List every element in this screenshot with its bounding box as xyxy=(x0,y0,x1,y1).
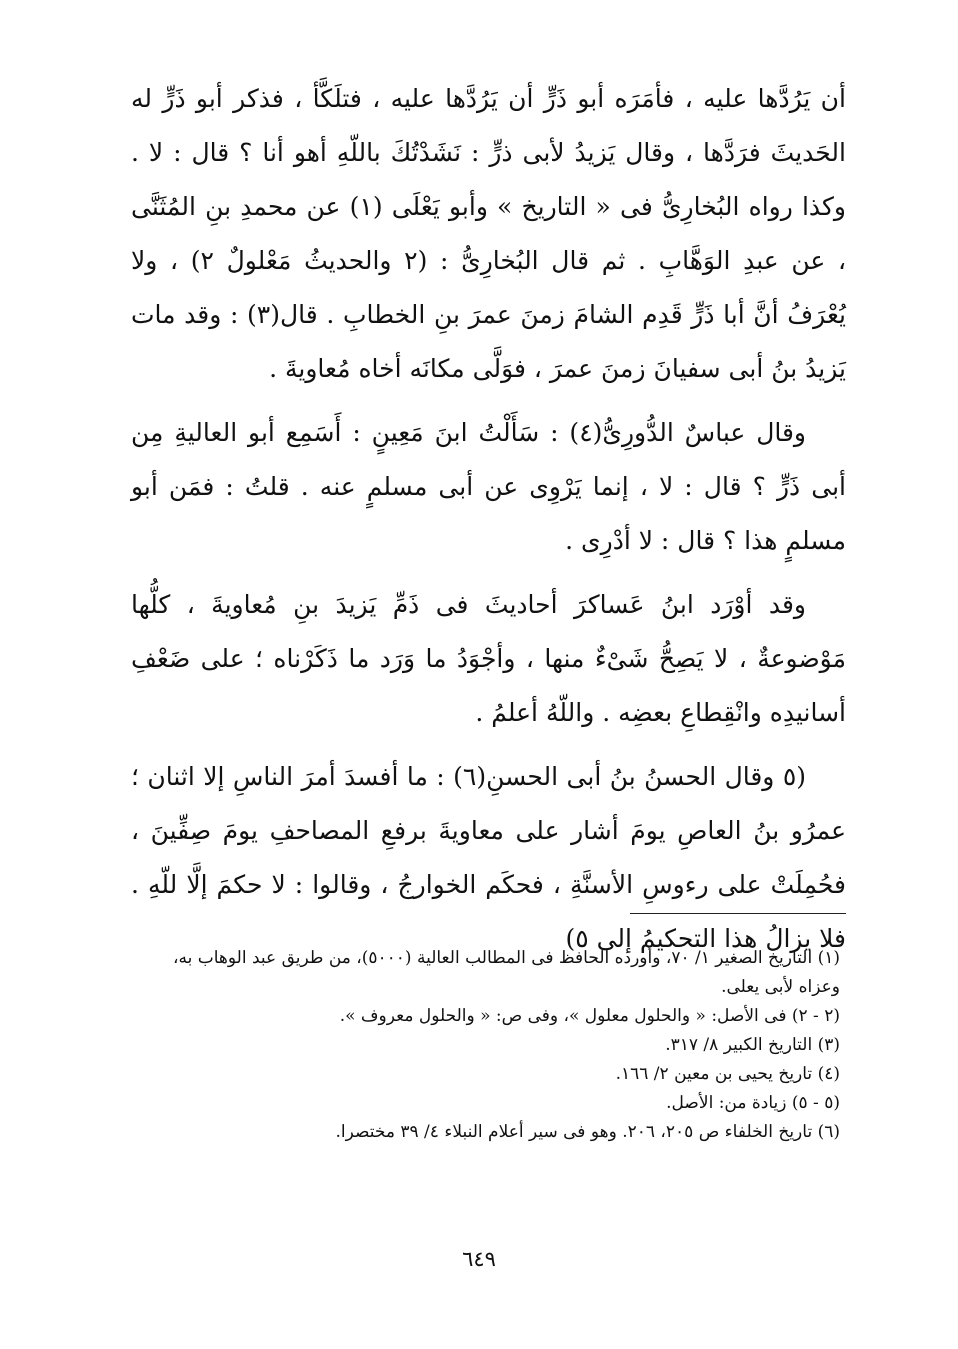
footnote-6: (٦) تاريخ الخلفاء ص ٢٠٥، ٢٠٦. وهو فى سير أعلام النبلاء ٤/ ٣٩ مختصرا. xyxy=(335,1122,840,1142)
footnote-1-text: (١) التاريخ الصغير ١/ ٧٠، وأورده الحافظ فى المطالب العالية (٥٠٠٠)، من طريق عبد الوهاب به، xyxy=(173,948,840,968)
paragraph-2: وقال عباسٌ الدُّورِىُّ(٤) : سَأَلْتُ ابنَ مَعِينٍ : أَسَمِع أبو العاليةِ مِن أبى ذَرٍّ ؟ قال : لا ، إنما يَرْوِى عن أبى مسلمٍ عنه . قلتُ : فمَن أبو مسلمٍ هذا ؟ قال : لا أدْرِى . xyxy=(131,418,846,555)
page-number: ٦٤٩ xyxy=(462,1247,496,1271)
paragraph-4: (٥ وقال الحسنُ بنُ أبى الحسنِ(٦) : ما أفسدَ أمرَ الناسِ إلا اثنان ؛ عمرُو بنُ العاصِ يومَ أشار على معاويةَ برفعِ المصاحفِ يومَ صِفِّينَ ، فحُمِلَتْ على رءوسِ الأسنَّةِ ، فحكَم الخوارجُ ، وقالوا : لا حكمَ إلَّا للّهِ . فلا يزالُ هذا التحكيمُ إلى ٥) xyxy=(131,762,846,953)
footnote-1-continuation: وعزاه لأبى يعلى. xyxy=(721,977,840,997)
footnote-1 xyxy=(130,944,840,1002)
footnote-4: (٤) تاريخ يحيى بن معين ٢/ ١٦٦. xyxy=(615,1064,840,1084)
footnote-separator xyxy=(630,913,846,914)
main-text xyxy=(131,72,846,966)
footnote-3: (٣) التاريخ الكبير ٨/ ٣١٧. xyxy=(665,1035,840,1055)
paragraph-1: أن يَرُدَّها عليه ، فأمَرَه أبو ذَرٍّ أن يَرُدَّها عليه ، فتلَكَّأ ، فذكر أبو ذَرٍّ له الحَديثَ فرَدَّها ، وقال يَزيدُ لأبى ذرٍّ : نَشَدْتُكَ باللّهِ أهو أنا ؟ قال : لا . وكذا رواه البُخارِىُّ فى « التاريخ » وأبو يَعْلَى (١) عن محمدِ بنِ المُثَنَّى ، عن عبدِ الوَهَّابِ . ثم قال البُخارِىُّ : (٢ والحديثُ مَعْلولٌ ٢) ، ولا يُعْرَفُ أنَّ أبا ذَرٍّ قَدِم الشامَ زمنَ عمرَ بنِ الخطابِ . قال(٣) : وقد مات يَزيدُ بنُ أبى سفيانَ زمنَ عمرَ ، فوَلَّى مكانَه أخاه مُعاويةَ . xyxy=(131,84,847,383)
footnotes xyxy=(130,944,840,1147)
paragraph-3: وقد أوْرَد ابنُ عَساكرَ أحاديثَ فى ذَمِّ يَزيدَ بنِ مُعاويةَ ، كلُّها مَوْضوعةٌ ، لا يَصِحُّ شَىْءٌ منها ، وأجْوَدُ ما وَرَد ما ذَكَرْناه ؛ على ضَعْفِ أسانيدِه وانْقِطاعِ بعضِه . واللّهُ أعلمُ . xyxy=(131,590,846,727)
footnote-2: (٢ - ٢) فى الأصل: « والحلول معلول »، وفى ص: « والحلول معروف ». xyxy=(339,1006,840,1026)
footnote-5: (٥ - ٥) زيادة من: الأصل. xyxy=(666,1093,840,1113)
